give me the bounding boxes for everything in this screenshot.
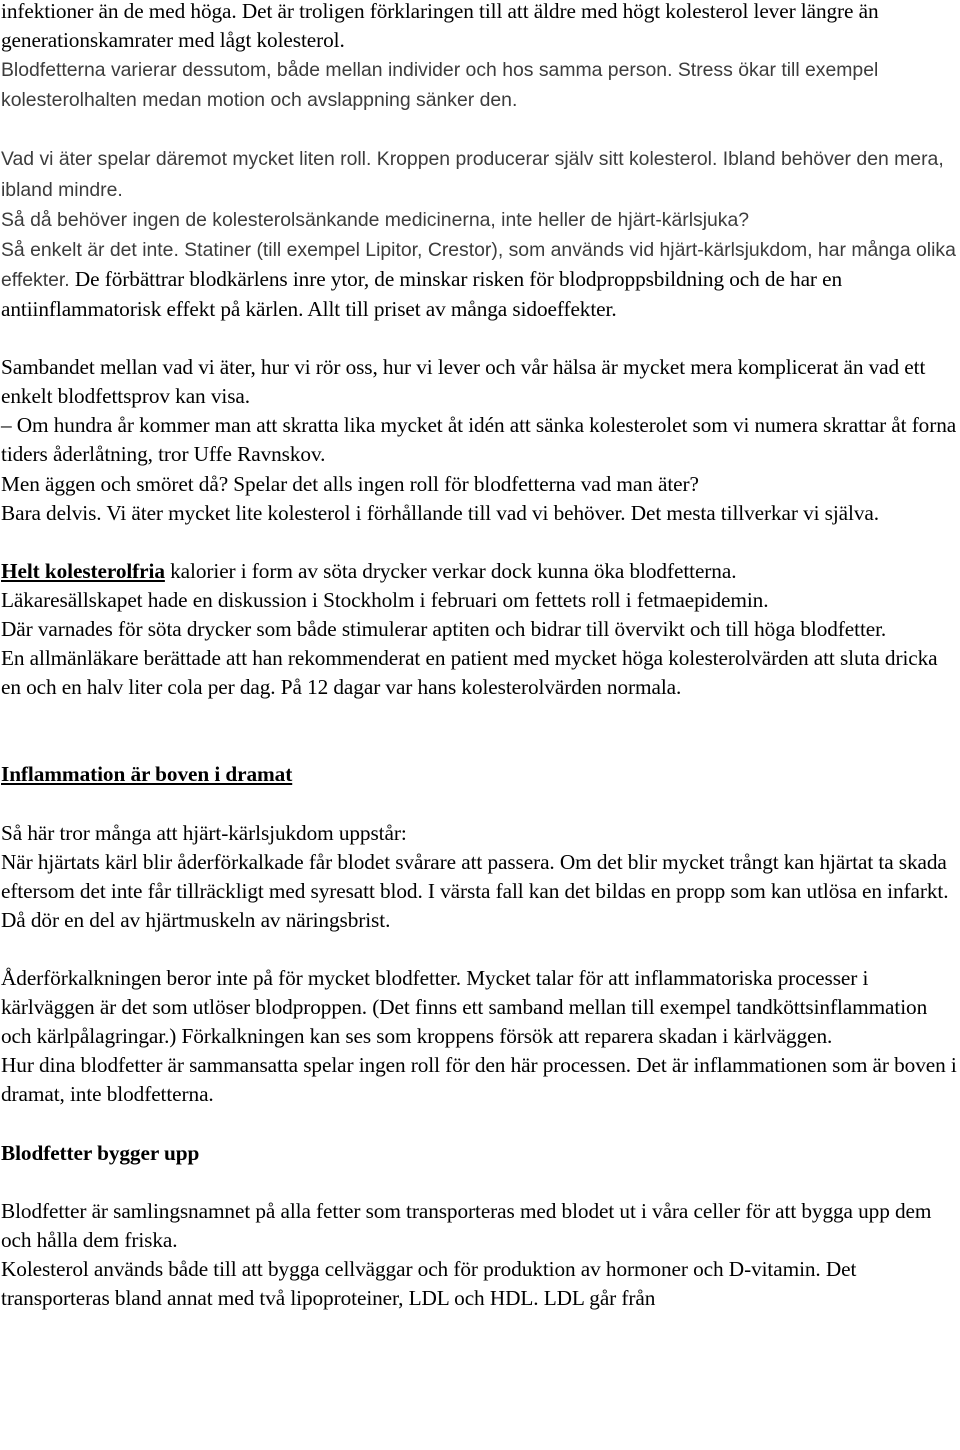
spacer: [1, 324, 958, 353]
text-quote: – Om hundra år kommer man att skratta lika mycket åt idén att sänka kolesterolet som vi numera skrattar åt forna tiders åderlåtning, tror Uffe Ravnskov.: [1, 413, 957, 467]
text-medicine-question: Så då behöver ingen de kolesterolsänkande medicinerna, inte heller de hjärt-kärlsjuka?: [1, 208, 750, 231]
text-blood-fats-definition: Blodfetter är samlingsnamnet på alla fetter som transporteras med blodet ut i våra celler för att bygga upp dem och hålla dem friska.: [1, 1198, 932, 1252]
text-cholesterol-use: Kolesterol används både till att bygga cellväggar och för produktion av hormoner och D-vitamin. Det transporteras bland annat med två lipoproteiner, LDL och HDL. LDL går från: [1, 1257, 857, 1311]
text-partly: Bara delvis. Vi äter mycket lite kolesterol i förhållande till vad vi behöver. Det mesta tillverkar vi själva.: [1, 500, 879, 525]
text-eggs-question: Men äggen och smöret då? Spelar det alls ingen roll för blodfetterna vad man äter?: [1, 471, 699, 496]
spacer: [1, 528, 958, 557]
paragraph-infections: [1, 0, 958, 115]
paragraph-atherosclerosis: [1, 964, 958, 1109]
spacer: [1, 702, 958, 760]
text-heart-vessels: När hjärtats kärl blir åderförkalkade får blodet svårare att passera. Om det blir mycket trångt kan hjärtat ta skada eftersom det inte får tillräckligt med syresatt blod. I värsta fall kan det bildas en propp som kan utlösa en infarkt. Då dör en del av hjärtmuskeln av näringsbrist.: [1, 849, 949, 932]
text-infections: infektioner än de med höga. Det är troligen förklaringen till att äldre med högt kolesterol lever längre än generationskamrater med lågt kolesterol.: [1, 0, 879, 53]
paragraph-sweet-drinks: [1, 557, 958, 702]
text-statin-effects: De förbättrar blodkärlens inre ytor, de minskar risken för blodproppsbildning och de har en antiinflammatorisk effekt på kärlen. Allt till priset av många sidoeffekter.: [1, 266, 843, 321]
text-atherosclerosis: Åderförkalkningen beror inte på för mycket blodfetter. Mycket talar för att inflammatoriska processer i kärlväggen är det som utlöser blodproppen. (Det finns ett samband mellan till exempel tandköttsinflammation och kärlpålagringar.) Förkalkningen kan ses som kroppens försök att reparera skadan i kärlväggen.: [1, 966, 928, 1049]
paragraph-heart-disease: [1, 819, 958, 935]
text-cholesterol-free: Helt kolesterolfria: [1, 558, 165, 583]
text-diet-role-b: Kroppen producerar själv sitt kolesterol. Ibland behöver den mera, ibland mindre.: [1, 148, 944, 201]
spacer: [1, 790, 958, 819]
heading-blood-fats-build: Blodfetter bygger upp: [1, 1140, 200, 1165]
spacer: [1, 935, 958, 964]
text-diet-role-a: Vad vi äter spelar däremot mycket liten roll.: [1, 148, 372, 171]
text-blood-fat-composition: Hur dina blodfetter är sammansatta spelar ingen roll för den här processen. Det är inflammationen som är boven i dramat, inte blodfetterna.: [1, 1053, 957, 1107]
paragraph-connection: [1, 353, 958, 528]
spacer: [1, 1168, 958, 1197]
spacer: [1, 115, 958, 144]
text-variation-b: Stress ökar till exempel kolesterolhalten medan motion och avslappning sänker den.: [1, 59, 879, 112]
text-warning: Där varnades för söta drycker som både stimulerar aptiten och bidrar till övervikt och till höga blodfetter.: [1, 616, 887, 641]
text-heart-disease-intro: Så här tror många att hjärt-kärlsjukdom uppstår:: [1, 820, 407, 845]
text-variation-a: Blodfetterna varierar dessutom, både mellan individer och hos samma person.: [1, 59, 673, 82]
text-blood-fat-variation: [1, 59, 878, 111]
text-statins: Statiner (till exempel Lipitor, Crestor), som används vid hjärt-kärlsjukdom, har många olika effekter.: [1, 238, 956, 291]
spacer: [1, 1110, 958, 1139]
heading-inflammation: Inflammation är boven i dramat: [1, 762, 293, 787]
text-connection: Sambandet mellan vad vi äter, hur vi rör oss, hur vi lever och vår hälsa är mycket mera komplicerat än vad ett enkelt blodfettsprov kan visa.: [1, 355, 926, 409]
paragraph-blood-fats: [1, 1197, 958, 1313]
paragraph-diet-role: [1, 144, 958, 324]
text-not-simple: Så enkelt är det inte.: [1, 238, 179, 261]
text-cola-patient: En allmänläkare berättade att han rekommenderat en patient med mycket höga kolesterolvärden att sluta dricka en och en halv liter cola per dag. På 12 dagar var hans kolesterolvärden normala.: [1, 646, 938, 700]
text-medical-society: Läkaresällskapet hade en diskussion i Stockholm i februari om fettets roll i fetmaepidemin.: [1, 587, 769, 612]
text-sweet-drinks: kalorier i form av söta drycker verkar dock kunna öka blodfetterna.: [164, 558, 737, 583]
